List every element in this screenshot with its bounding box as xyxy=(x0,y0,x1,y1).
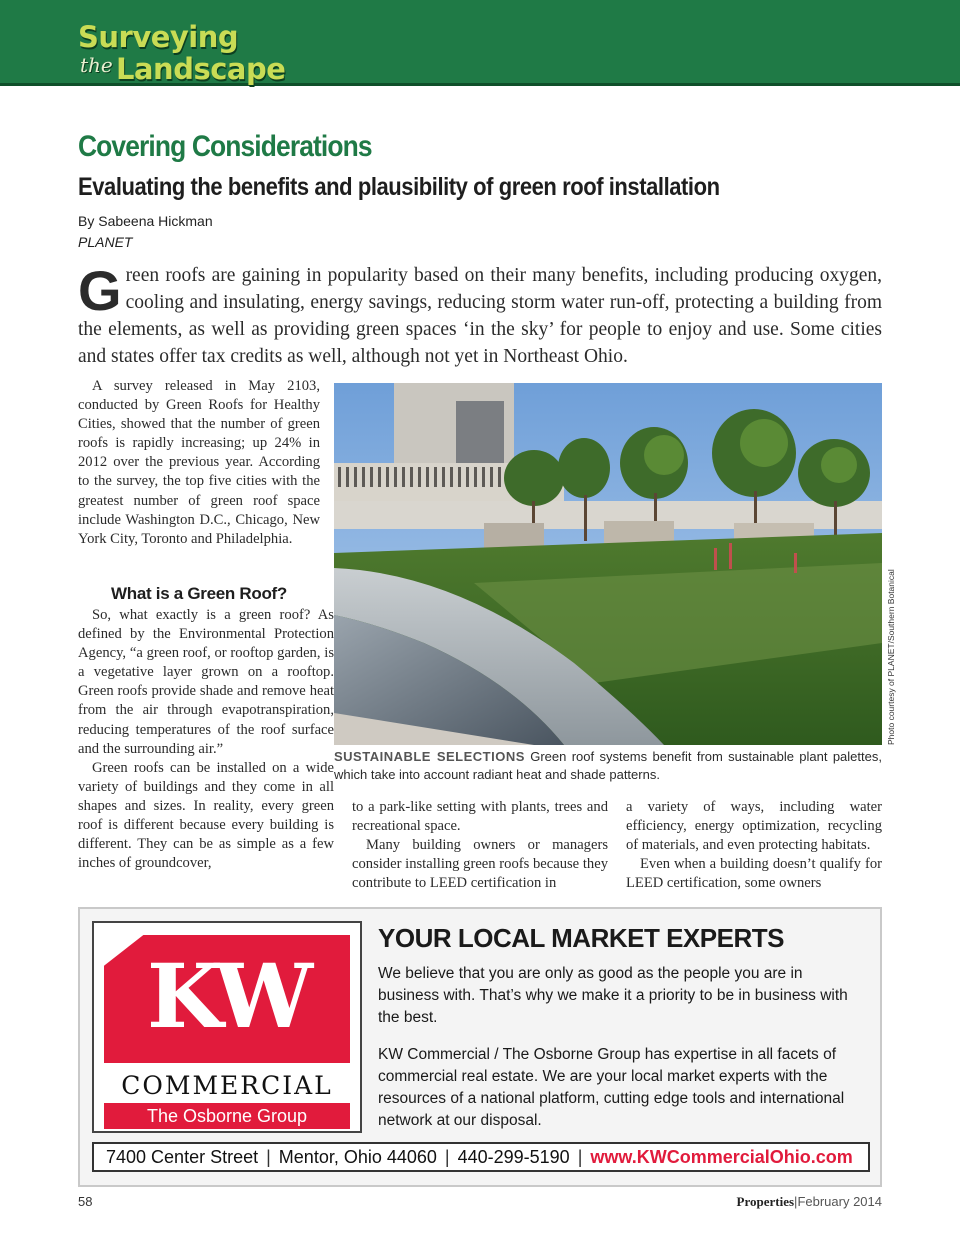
page-number: 58 xyxy=(78,1194,93,1209)
masthead-word-surveying: Surveying xyxy=(78,20,239,54)
body-paragraph: to a park-like setting with plants, trees and recreational space. xyxy=(352,799,608,835)
magazine-name: Properties xyxy=(736,1194,795,1209)
ad-separator: | xyxy=(577,1147,583,1167)
ad-separator: | xyxy=(444,1147,450,1167)
photo-caption xyxy=(334,748,882,784)
ad-paragraph: We believe that you are only as good as the people you are in business with. That’s why we make it a priority to be in business with the best. xyxy=(378,965,848,1026)
column-3 xyxy=(626,798,882,893)
body-paragraph: Many building owners or managers consider installing green roofs because they contribute to LEED certification in xyxy=(352,837,608,892)
kw-logo-letters: KW xyxy=(146,944,308,1048)
section-subhead: What is a Green Roof? xyxy=(111,584,287,603)
article-subtitle: Evaluating the benefits and plausibility of green roof installation xyxy=(78,173,720,201)
photo-credit: Photo courtesy of PLANET/Southern Botanical xyxy=(886,569,896,745)
masthead-band xyxy=(0,0,960,86)
article-title: Covering Considerations xyxy=(78,130,372,163)
ad-headline: YOUR LOCAL MARKET EXPERTS xyxy=(378,923,784,953)
lead-text: reen roofs are gaining in popularity based on their many benefits, including producing oxygen, cooling and insulating, energy savings, reducing storm water run-off, protecting a building from the elements, as well as providing green spaces ‘in the sky’ for people to enjoy and use. Some cities and states offer tax credits as well, although not yet in Northeast Ohio. xyxy=(78,265,882,367)
page-footer xyxy=(737,1194,882,1210)
body-paragraph: a variety of ways, including water efficiency, energy optimization, recycling of materials, and even protecting habitats. xyxy=(626,799,882,854)
column-2 xyxy=(352,798,608,893)
masthead-word-landscape: Landscape xyxy=(116,52,286,86)
ad-paragraph: KW Commercial / The Osborne Group has expertise in all facets of commercial real estate. We are your local market experts with the resources of a national platform, cutting edge tools and international network at our disposal. xyxy=(378,1046,845,1129)
body-paragraph: So, what exactly is a green roof? As defined by the Environmental Protection Agency, “a green roof, or rooftop garden, is a vegetative layer grown on a rooftop. Green roofs provide shade and remove heat from the air through evapotranspiration, reducing temperatures of the roof surface and the surrounding air.” xyxy=(78,607,334,757)
drop-cap: G xyxy=(78,259,122,322)
ad-city: Mentor, Ohio 44060 xyxy=(278,1147,437,1167)
kw-commercial-advertisement xyxy=(78,907,882,1187)
column-1-top xyxy=(78,377,320,549)
body-paragraph: A survey released in May 2103, conducted by Green Roofs for Healthy Cities, showed that the number of green roofs is rapidly increasing; up 24% in 2012 over the previous year. According to the survey, the top five cities with the greatest number of green roof space include Washington D.C., Chicago, New York City, Toronto and Philadelphia. xyxy=(78,378,320,547)
author-organization: PLANET xyxy=(78,234,133,250)
ad-contact-bar xyxy=(92,1142,870,1172)
kw-logo-group: The Osborne Group xyxy=(104,1103,350,1129)
ad-website-link[interactable]: www.KWCommercialOhio.com xyxy=(590,1147,853,1167)
green-roof-photo xyxy=(334,383,882,745)
ad-separator: | xyxy=(266,1147,271,1167)
body-paragraph: Green roofs can be installed on a wide variety of buildings and they come in all shapes and sizes. In reality, every green roof is different because every building is different. They can be as simple as a few inches of groundcover, xyxy=(78,759,334,872)
column-1-bottom xyxy=(78,606,334,873)
issue-date: February 2014 xyxy=(797,1194,882,1209)
caption-title: SUSTAINABLE SELECTIONS xyxy=(334,749,525,764)
ad-phone: 440-299-5190 xyxy=(457,1147,570,1167)
kw-logo xyxy=(92,921,362,1133)
ad-address: 7400 Center Street xyxy=(106,1147,259,1167)
section-masthead xyxy=(78,20,328,86)
kw-logo-commercial: COMMERCIAL xyxy=(121,1071,333,1100)
masthead-word-the: the xyxy=(80,53,113,77)
lead-paragraph xyxy=(78,259,882,370)
body-paragraph: Even when a building doesn’t qualify for LEED certification, some owners xyxy=(626,856,882,892)
article-byline: By Sabeena Hickman xyxy=(78,213,213,229)
footer-separator: | xyxy=(794,1194,798,1209)
caption-text: Green roof systems benefit from sustainable plant palettes, which take into account radiant heat and shade patterns. xyxy=(334,749,882,782)
